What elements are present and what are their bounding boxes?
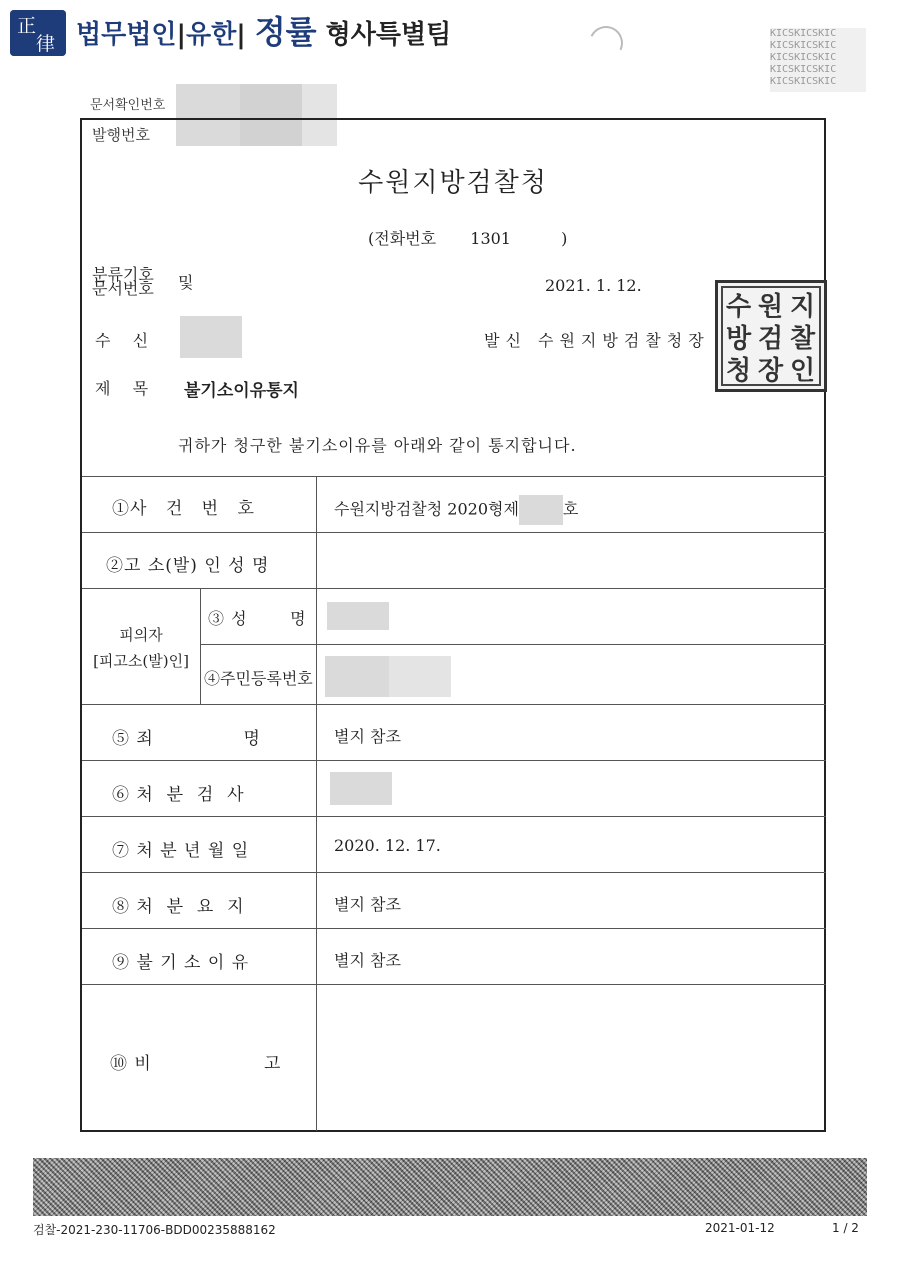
suspect-group-label: 피의자 [피고소(발)인]: [93, 626, 189, 670]
table-rule: [82, 984, 826, 985]
disposition-date-value: 2020. 12. 17.: [334, 836, 441, 855]
official-seal: [715, 280, 827, 392]
prosecutor-label: ⑥ 처 분 검 사: [112, 785, 245, 805]
svg-text:청: 청: [726, 356, 752, 386]
firm-main-name: 정률: [254, 13, 317, 51]
law-firm-logo: [10, 10, 66, 56]
case-number-value: 수원지방검찰청 2020형제 호: [334, 495, 578, 525]
logo-mark-icon: [10, 10, 66, 56]
name-label: ③ 성 명: [208, 609, 307, 628]
subject-text: 불기소이유통지: [184, 381, 299, 401]
page-indicator: 1 / 2: [832, 1221, 859, 1235]
recipient-label: 수 신: [95, 331, 153, 350]
team-name: 형사특별팀: [325, 20, 452, 50]
firm-suffix: 유한: [185, 20, 237, 50]
subject-label: 제 목: [95, 379, 153, 398]
phone-number: 1301: [470, 229, 511, 248]
redacted-name: [327, 602, 389, 630]
remarks-label: ⑩ 비: [110, 1054, 152, 1074]
svg-text:수: 수: [726, 292, 752, 322]
redacted-prosecutor: [330, 772, 392, 805]
svg-text:찰: 찰: [790, 324, 816, 354]
table-rule: [82, 588, 826, 589]
table-rule: [200, 644, 826, 645]
phone-line: (전화번호 1301 ): [368, 229, 568, 248]
svg-text:검: 검: [758, 324, 784, 354]
table-rule: [82, 532, 826, 533]
reason-label: ⑨ 불 기 소 이 유: [112, 953, 250, 973]
table-divider: [200, 588, 201, 704]
document-code: 검찰-2021-230-11706-BDD00235888162: [33, 1223, 276, 1237]
table-rule: [82, 928, 826, 929]
disposition-summary-label: ⑧ 처 분 요 지: [112, 897, 245, 917]
table-top-rule: [82, 476, 826, 477]
intro-text: 귀하가 청구한 불기소이유를 아래와 같이 통지합니다.: [178, 436, 577, 455]
sender-line: 발신 수원지방검찰청장: [484, 331, 710, 350]
disposition-date-label: ⑦ 처 분 년 월 일: [112, 841, 250, 861]
confirm-number-label: 문서확인번호: [90, 98, 166, 113]
svg-text:인: 인: [790, 356, 816, 386]
punch-hole-mark: [584, 21, 628, 65]
table-rule: [82, 760, 826, 761]
complainant-label: ②고 소(발) 인 성 명: [106, 556, 270, 576]
case-number-label: ①사 건 번 호: [112, 499, 255, 519]
rrn-label: ④주민등록번호: [204, 669, 313, 688]
svg-text:원: 원: [758, 292, 784, 322]
classification-and: 및: [178, 273, 194, 292]
classification-label: 분류기호 문서번호: [92, 265, 154, 298]
svg-text:방: 방: [726, 324, 752, 354]
reason-value: 별지 참조: [334, 951, 401, 970]
svg-text:正: 正: [17, 15, 37, 37]
redacted-recipient: [180, 316, 242, 358]
table-rule: [82, 816, 826, 817]
table-rule: [82, 704, 826, 705]
table-divider: [316, 476, 317, 1131]
kics-watermark: KICSKICSKIC KICSKICSKIC KICSKICSKIC KICSKICSKIC KICSKICSKIC: [770, 28, 866, 92]
crime-label: ⑤ 죄 명: [112, 729, 261, 749]
svg-text:장: 장: [758, 356, 784, 386]
document-date: 2021. 1. 12.: [545, 276, 642, 295]
seal-icon: [718, 283, 824, 389]
issue-number-label: 발행번호: [92, 126, 150, 144]
firm-prefix: 법무법인: [76, 20, 177, 50]
agency-title: 수원지방검찰청: [358, 168, 548, 198]
security-barcode-strip: [33, 1158, 867, 1216]
redacted-rrn: [389, 656, 451, 697]
redacted-rrn: [325, 656, 389, 697]
table-rule: [82, 872, 826, 873]
redacted-case-number: [519, 495, 563, 525]
crime-value: 별지 참조: [334, 727, 401, 746]
print-date: 2021-01-12: [705, 1221, 775, 1235]
svg-text:律: 律: [36, 33, 56, 55]
remarks-label-end: 고: [264, 1054, 282, 1074]
disposition-summary-value: 별지 참조: [334, 895, 401, 914]
law-firm-name: 법무법인|유한| 정률 형사특별팀: [76, 13, 452, 51]
svg-text:지: 지: [790, 292, 816, 322]
